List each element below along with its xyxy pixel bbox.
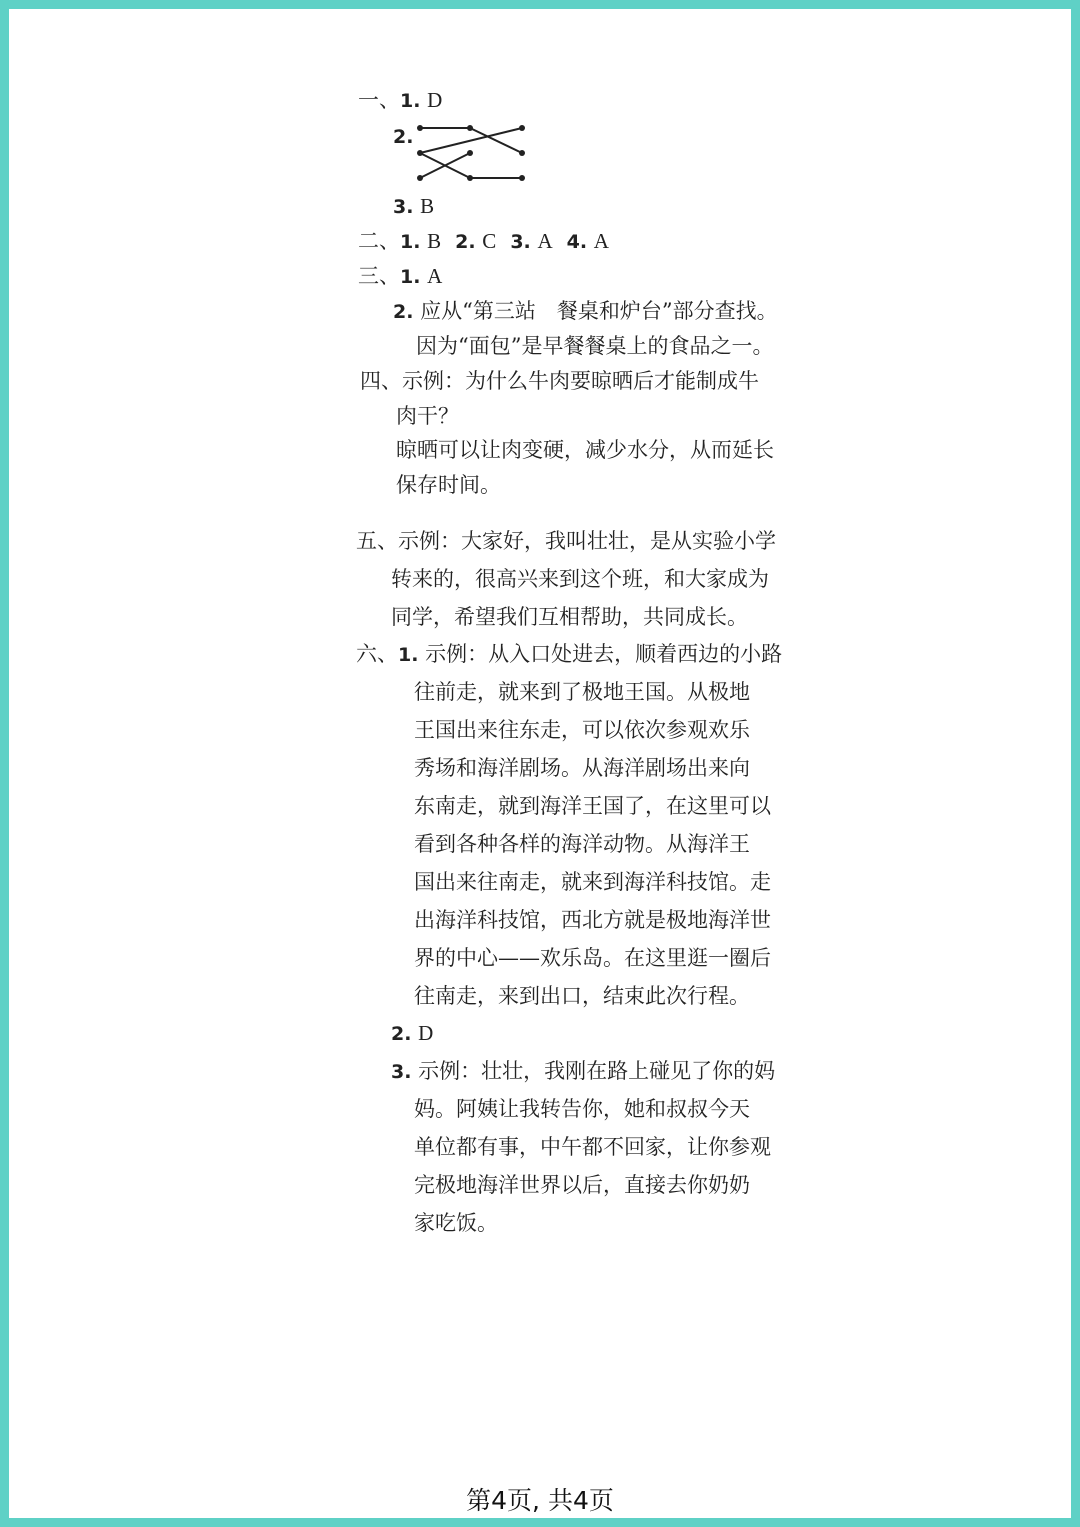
sec4-text: 示例：为什么牛肉要晾晒后才能制成牛 bbox=[402, 369, 759, 393]
sec3-q1-num: 1. bbox=[400, 266, 421, 288]
sec1-q2-num: 2. bbox=[393, 126, 414, 148]
match-dot bbox=[519, 150, 525, 156]
match-dot bbox=[467, 150, 473, 156]
sec1-q1-num: 1. bbox=[400, 90, 421, 112]
sec2-q1-num: 1. bbox=[400, 231, 421, 253]
sec2-q4-num: 4. bbox=[566, 231, 588, 253]
sec4-line2: 肉干？ bbox=[396, 404, 459, 428]
sec5-label: 五、 bbox=[356, 529, 398, 553]
sec6-q1-line3: 王国出来往东走，可以依次参观欢乐 bbox=[414, 718, 750, 742]
sec6-q1-line2: 往前走，就来到了极地王国。从极地 bbox=[414, 680, 750, 704]
sec1-q2 bbox=[393, 123, 413, 150]
sec3-q2-num: 2. bbox=[393, 301, 414, 323]
sec6-q3-line1 bbox=[391, 1058, 775, 1085]
sec4-line3: 晾晒可以让肉变硬，减少水分，从而延长 bbox=[396, 438, 774, 462]
sec2-q2-answer: C bbox=[482, 229, 497, 253]
match-line-top-to-mid bbox=[470, 128, 522, 153]
sec1-q3-answer: B bbox=[420, 194, 435, 218]
sec2-q1-answer: B bbox=[427, 229, 442, 253]
sec2-q3-answer: A bbox=[537, 229, 553, 253]
sec5-line3: 同学，希望我们互相帮助，共同成长。 bbox=[391, 605, 748, 629]
sec5-text: 示例：大家好，我叫壮壮，是从实验小学 bbox=[398, 529, 776, 553]
sec6-q2-answer: D bbox=[418, 1021, 434, 1045]
sec6-q1-line9: 界的中心——欢乐岛。在这里逛一圈后 bbox=[414, 946, 771, 970]
match-line-mid-to-top bbox=[420, 128, 522, 153]
sec3-q2-text: 应从“第三站 餐桌和炉台”部分查找。 bbox=[420, 299, 778, 323]
sec1-label: 一、 bbox=[358, 88, 400, 112]
sec4-line4: 保存时间。 bbox=[396, 473, 501, 497]
sec6-q1-line4: 秀场和海洋剧场。从海洋剧场出来向 bbox=[414, 756, 750, 780]
sec3-q2-line1 bbox=[393, 298, 778, 325]
sec1-q1 bbox=[358, 87, 442, 114]
sec6-q1-line5: 东南走，就到海洋王国了，在这里可以 bbox=[414, 794, 771, 818]
sec6-q3-line2: 妈。阿姨让我转告你，她和叔叔今天 bbox=[414, 1097, 750, 1121]
sec2-q2-num: 2. bbox=[455, 231, 476, 253]
sec6-q1-text: 示例：从入口处进去，顺着西边的小路 bbox=[425, 642, 783, 666]
sec6-q3-line5: 家吃饭。 bbox=[414, 1211, 498, 1235]
sec6-label: 六、 bbox=[356, 642, 398, 666]
sec4-label: 四、 bbox=[360, 369, 402, 393]
sec1-q1-answer: D bbox=[427, 88, 443, 112]
match-dot bbox=[519, 175, 525, 181]
sec2-q3-num: 3. bbox=[510, 231, 531, 253]
match-dot bbox=[417, 150, 423, 156]
match-dot bbox=[417, 175, 423, 181]
sec6-q3-line4: 完极地海洋世界以后，直接去你奶奶 bbox=[414, 1173, 750, 1197]
match-dot bbox=[519, 125, 525, 131]
sec6-q1-num: 1. bbox=[398, 644, 419, 666]
sec6-q1-line6: 看到各种各样的海洋动物。从海洋王 bbox=[414, 832, 750, 856]
sec3-q1 bbox=[358, 263, 442, 290]
sec6-q1-line8: 出海洋科技馆，西北方就是极地海洋世 bbox=[414, 908, 771, 932]
sec6-q3-num: 3. bbox=[391, 1061, 412, 1083]
sec5-line2: 转来的，很高兴来到这个班，和大家成为 bbox=[391, 567, 769, 591]
sec2-label: 二、 bbox=[358, 229, 400, 253]
sec6-q3-text: 示例：壮壮，我刚在路上碰见了你的妈 bbox=[418, 1059, 776, 1083]
sec6-q2 bbox=[391, 1020, 433, 1047]
sec1-q3-num: 3. bbox=[393, 196, 414, 218]
sec3-label: 三、 bbox=[358, 264, 400, 288]
sec6-q1-line10: 往南走，来到出口，结束此次行程。 bbox=[414, 984, 750, 1008]
sec4-line1 bbox=[360, 368, 759, 394]
sec2-answers bbox=[358, 228, 609, 255]
sec5-line1 bbox=[356, 528, 776, 554]
match-dot bbox=[467, 175, 473, 181]
match-dot bbox=[417, 125, 423, 131]
sec3-q2-line2: 因为“面包”是早餐餐桌上的食品之一。 bbox=[416, 334, 774, 358]
sec1-q3 bbox=[393, 193, 434, 220]
match-dot bbox=[467, 125, 473, 131]
sec6-q1-line1 bbox=[356, 641, 782, 668]
sec6-q1-line7: 国出来往南走，就来到海洋科技馆。走 bbox=[414, 870, 771, 894]
matching-lines-diagram bbox=[414, 120, 530, 184]
page-number: 第4页, 共4页 bbox=[466, 1486, 614, 1515]
sec2-q4-answer: A bbox=[593, 229, 609, 253]
sec6-q3-line3: 单位都有事，中午都不回家，让你参观 bbox=[414, 1135, 771, 1159]
sec3-q1-answer: A bbox=[427, 264, 443, 288]
sec6-q2-num: 2. bbox=[391, 1023, 412, 1045]
